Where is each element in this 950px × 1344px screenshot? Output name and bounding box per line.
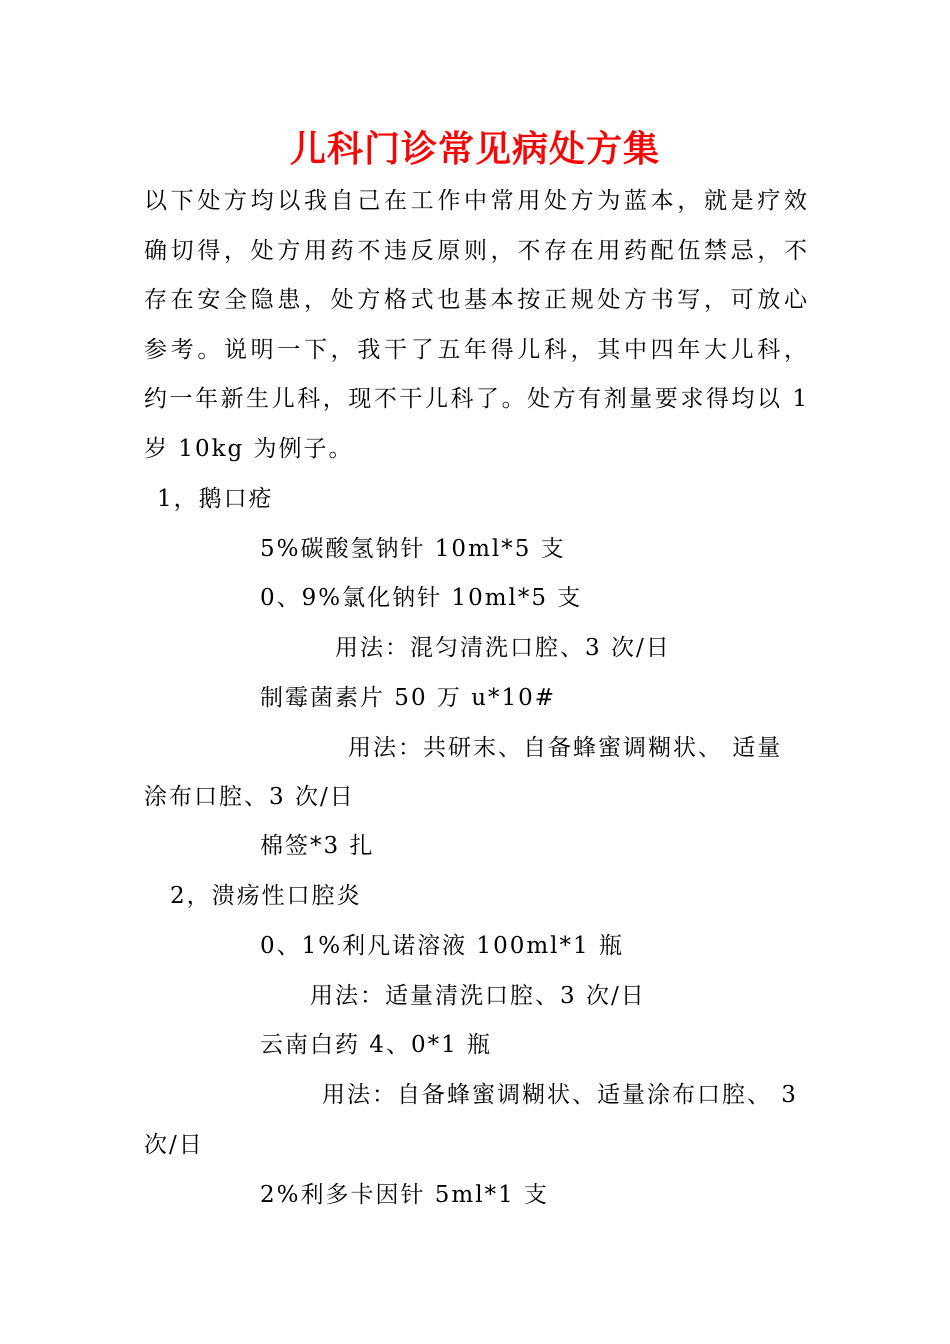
intro-line: 参考。说明一下，我干了五年得儿科，其中四年大儿科， bbox=[144, 337, 807, 363]
intro-line: 岁 10kg 为例子。 bbox=[144, 436, 354, 462]
prescription-line: 2%利多卡因针 5ml*1 支 bbox=[260, 1182, 550, 1208]
prescription-line: 0、1%利凡诺溶液 100ml*1 瓶 bbox=[260, 933, 624, 959]
usage-line: 涂布口腔、3 次/日 bbox=[144, 784, 355, 810]
intro-line: 约一年新生儿科，现不干儿科了。处方有剂量要求得均以 1 bbox=[144, 386, 807, 412]
prescription-line: 制霉菌素片 50 万 u*10# bbox=[260, 685, 557, 711]
prescription-line: 5%碳酸氢钠针 10ml*5 支 bbox=[260, 536, 566, 562]
prescription-line: 云南白药 4、0*1 瓶 bbox=[260, 1032, 493, 1058]
section-heading: 2，溃疡性口腔炎 bbox=[170, 883, 362, 909]
prescription-line: 棉签*3 扎 bbox=[260, 833, 375, 859]
intro-line: 确切得，处方用药不违反原则，不存在用药配伍禁忌，不 bbox=[144, 238, 807, 264]
usage-line: 次/日 bbox=[144, 1132, 204, 1158]
intro-line: 以下处方均以我自己在工作中常用处方为蓝本，就是疗效 bbox=[144, 188, 807, 214]
section-heading: 1，鹅口疮 bbox=[157, 486, 274, 512]
prescription-line: 0、9%氯化钠针 10ml*5 支 bbox=[260, 585, 583, 611]
usage-line: 用法：混匀清洗口腔、3 次/日 bbox=[335, 635, 671, 661]
usage-line: 用法：适量清洗口腔、3 次/日 bbox=[310, 983, 646, 1009]
document-title: 儿科门诊常见病处方集 bbox=[289, 128, 660, 170]
usage-line: 用法：自备蜂蜜调糊状、适量涂布口腔、 3 bbox=[322, 1082, 798, 1108]
intro-line: 存在安全隐患，处方格式也基本按正规处方书写，可放心 bbox=[144, 287, 807, 313]
usage-line: 用法：共研末、自备蜂蜜调糊状、 适量 bbox=[348, 735, 783, 761]
